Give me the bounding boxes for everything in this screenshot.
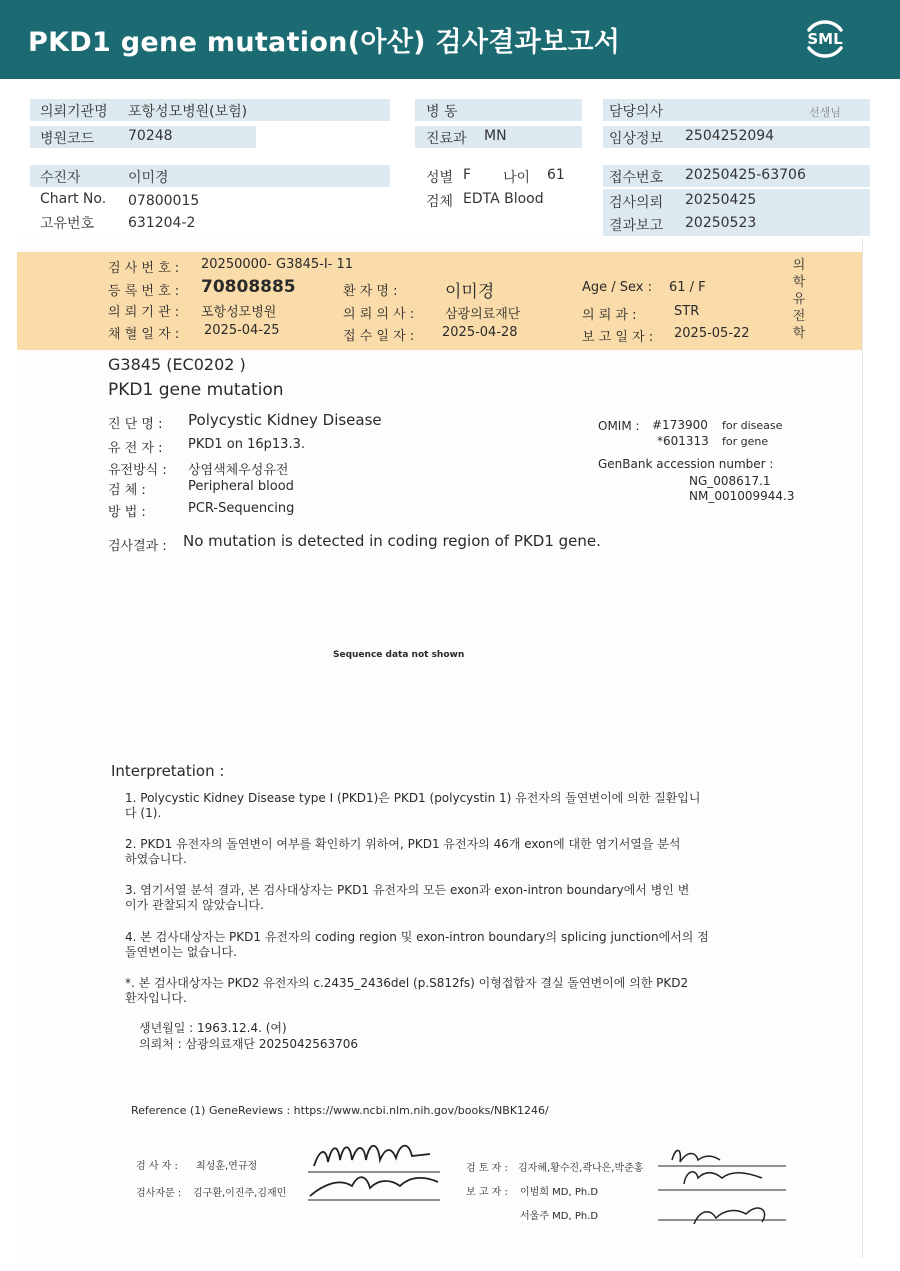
omim-gene: *601313: [657, 434, 709, 448]
institution-label: 의뢰기관명: [40, 104, 108, 120]
omim-disease-note: for disease: [722, 419, 783, 432]
hospital-code-value: 70248: [128, 128, 173, 144]
sex-value: F: [463, 167, 472, 183]
chart-label: Chart No.: [40, 191, 107, 207]
test-name: PKD1 gene mutation: [108, 380, 284, 400]
tester-assist-value: 김구환,이진주,김재민: [193, 1188, 287, 1199]
interpretation-line: 하였습니다.: [125, 852, 187, 866]
scan-edge: [862, 238, 863, 1258]
scan-receipt-label: 접 수 일 자 :: [343, 329, 415, 344]
reference-line: Reference (1) GeneReviews : https://www.ncbi.nlm.nih.gov/books/NBK1246/: [131, 1104, 549, 1117]
diagnosis-value: Polycystic Kidney Disease: [188, 411, 382, 429]
dept-label: 진료과: [426, 131, 467, 147]
reviewer-signatures: [650, 1140, 790, 1230]
scan-age-sex-value: 61 / F: [669, 280, 706, 295]
doctor-suffix: 선생님: [809, 106, 841, 119]
vertical-char: 유: [792, 292, 806, 307]
omim-disease: #173900: [652, 418, 708, 432]
specimen-value: EDTA Blood: [463, 191, 544, 207]
gene-value: PKD1 on 16p13.3.: [188, 437, 305, 452]
sequence-note: Sequence data not shown: [333, 650, 465, 660]
doctor-label: 담당의사: [609, 104, 664, 120]
interpretation-line: 돌연변이는 없습니다.: [125, 945, 237, 959]
page-title: PKD1 gene mutation(아산) 검사결과보고서: [28, 27, 621, 58]
receipt-label: 접수번호: [609, 170, 664, 186]
inheritance-value: 상염색체우성유전: [188, 463, 289, 478]
omim-label: OMIM :: [598, 419, 640, 433]
vertical-char: 학: [792, 326, 806, 341]
ward-label: 병 동: [426, 104, 458, 120]
scan-doctor-label: 의 뢰 의 사 :: [343, 307, 415, 322]
method-label: 방 법 :: [108, 505, 146, 520]
tester-value: 최성훈,연규정: [196, 1161, 258, 1172]
specimen-label-scan: 검 체 :: [108, 483, 146, 498]
interpretation-line: 이가 관찰되지 않았습니다.: [125, 898, 264, 912]
report-value: 20250523: [685, 215, 757, 231]
reviewer-value: 김자혜,황수진,곽나은,박준홍: [518, 1163, 644, 1174]
reporter2-value: 서울주 MD, Ph.D: [520, 1211, 599, 1222]
birth-line: 생년월일 : 1963.12.4. (여): [139, 1021, 287, 1035]
scan-reg-no-value: 70808885: [201, 277, 296, 297]
scan-patient-value: 이미경: [445, 282, 495, 302]
gene-label: 유 전 자 :: [108, 441, 163, 456]
scan-dept-value: STR: [674, 304, 700, 319]
hospital-code-label: 병원코드: [40, 131, 95, 147]
tester-assist-label: 검사자문 :: [136, 1188, 182, 1199]
scan-collect-label: 채 혈 일 자 :: [108, 327, 180, 342]
scan-test-no-value: 20250000- G3845-I- 11: [201, 257, 354, 272]
scan-patient-label: 환 자 명 :: [343, 284, 398, 299]
scan-collect-value: 2025-04-25: [204, 323, 280, 338]
result-label: 검사결과 :: [108, 539, 167, 554]
interpretation-line: 4. 본 검사대상자는 PKD1 유전자의 coding region 및 exon-intron boundary의 splicing junction에서의 점: [125, 930, 709, 944]
institution-value: 포항성모병원(보험): [128, 104, 248, 120]
genbank-nm: NM_001009944.3: [689, 489, 795, 503]
interpretation-line: 3. 염기서열 분석 결과, 본 검사대상자는 PKD1 유전자의 모든 exon과 exon-intron boundary에서 병인 변: [125, 883, 690, 897]
vertical-dept-label: [791, 257, 807, 342]
age-value: 61: [547, 167, 565, 183]
logo-text: SML: [807, 30, 843, 48]
receipt-value: 20250425-63706: [685, 167, 806, 183]
test-code: G3845 (EC0202 ): [108, 355, 246, 374]
genbank-ng: NG_008617.1: [689, 474, 771, 488]
tester-label: 검 사 자 :: [136, 1161, 178, 1172]
scan-inst-value: 포항성모병원: [201, 305, 277, 320]
scan-report-label: 보 고 일 자 :: [582, 330, 654, 345]
unique-value: 631204-2: [128, 215, 196, 231]
request-label: 검사의뢰: [609, 195, 664, 211]
result-value: No mutation is detected in coding region of PKD1 gene.: [183, 532, 601, 550]
vertical-char: 의: [792, 258, 806, 273]
interpretation-line: 2. PKD1 유전자의 돌연변이 여부를 확인하기 위하여, PKD1 유전자의 46개 exon에 대한 염기서열을 분석: [125, 837, 681, 851]
interpretation-line: *. 본 검사대상자는 PKD2 유전자의 c.2435_2436del (p.S812fs) 이형접합자 결실 돌연변이에 의한 PKD2: [125, 976, 689, 990]
specimen-value-scan: Peripheral blood: [188, 479, 294, 494]
genbank-label: GenBank accession number :: [598, 457, 774, 471]
diagnosis-label: 진 단 명 :: [108, 417, 163, 432]
interpretation-line: 환자입니다.: [125, 991, 187, 1005]
scan-receipt-value: 2025-04-28: [442, 325, 518, 340]
inheritance-label: 유전방식 :: [108, 463, 167, 478]
tester-signatures: [300, 1130, 450, 1210]
method-value: PCR-Sequencing: [188, 501, 295, 516]
clinical-label: 임상정보: [609, 131, 664, 147]
reporter-value: 이범희 MD, Ph.D: [520, 1187, 599, 1198]
request-value: 20250425: [685, 192, 757, 208]
scan-reg-no-label: 등 록 번 호 :: [108, 284, 180, 299]
scan-inst-label: 의 뢰 기 관 :: [108, 305, 180, 320]
vertical-char: 학: [792, 275, 806, 290]
unique-label: 고유번호: [40, 216, 95, 232]
specimen-label: 검체: [426, 194, 454, 210]
age-label: 나이: [503, 170, 531, 186]
sml-logo: [801, 14, 849, 62]
clinical-value: 2504252094: [685, 128, 775, 144]
sex-label: 성별: [426, 170, 454, 186]
scan-report-value: 2025-05-22: [674, 326, 750, 341]
omim-gene-note: for gene: [722, 435, 769, 448]
patient-label: 수진자: [40, 170, 81, 186]
interpretation-line: 다 (1).: [125, 806, 162, 820]
patient-row: [30, 165, 390, 187]
interpretation-title: Interpretation :: [111, 762, 225, 780]
scan-doctor-value: 삼광의료재단: [445, 307, 521, 322]
interpretation-line: 1. Polycystic Kidney Disease type I (PKD1)은 PKD1 (polycystin 1) 유전자의 돌연변이에 의한 질환입니: [125, 791, 701, 805]
dept-value: MN: [484, 128, 507, 144]
chart-value: 07800015: [128, 193, 200, 209]
scan-dept-label: 의 뢰 과 :: [582, 308, 637, 323]
scan-test-no-label: 검 사 번 호 :: [108, 261, 180, 276]
vertical-char: 전: [792, 309, 806, 324]
report-label: 결과보고: [609, 218, 664, 234]
requester-line: 의뢰처 : 삼광의료재단 2025042563706: [139, 1037, 359, 1051]
patient-value: 이미경: [128, 170, 169, 186]
scan-age-sex-label: Age / Sex :: [582, 280, 653, 295]
reviewer-label: 검 토 자 :: [466, 1163, 508, 1174]
reporter-label: 보 고 자 :: [466, 1187, 508, 1198]
